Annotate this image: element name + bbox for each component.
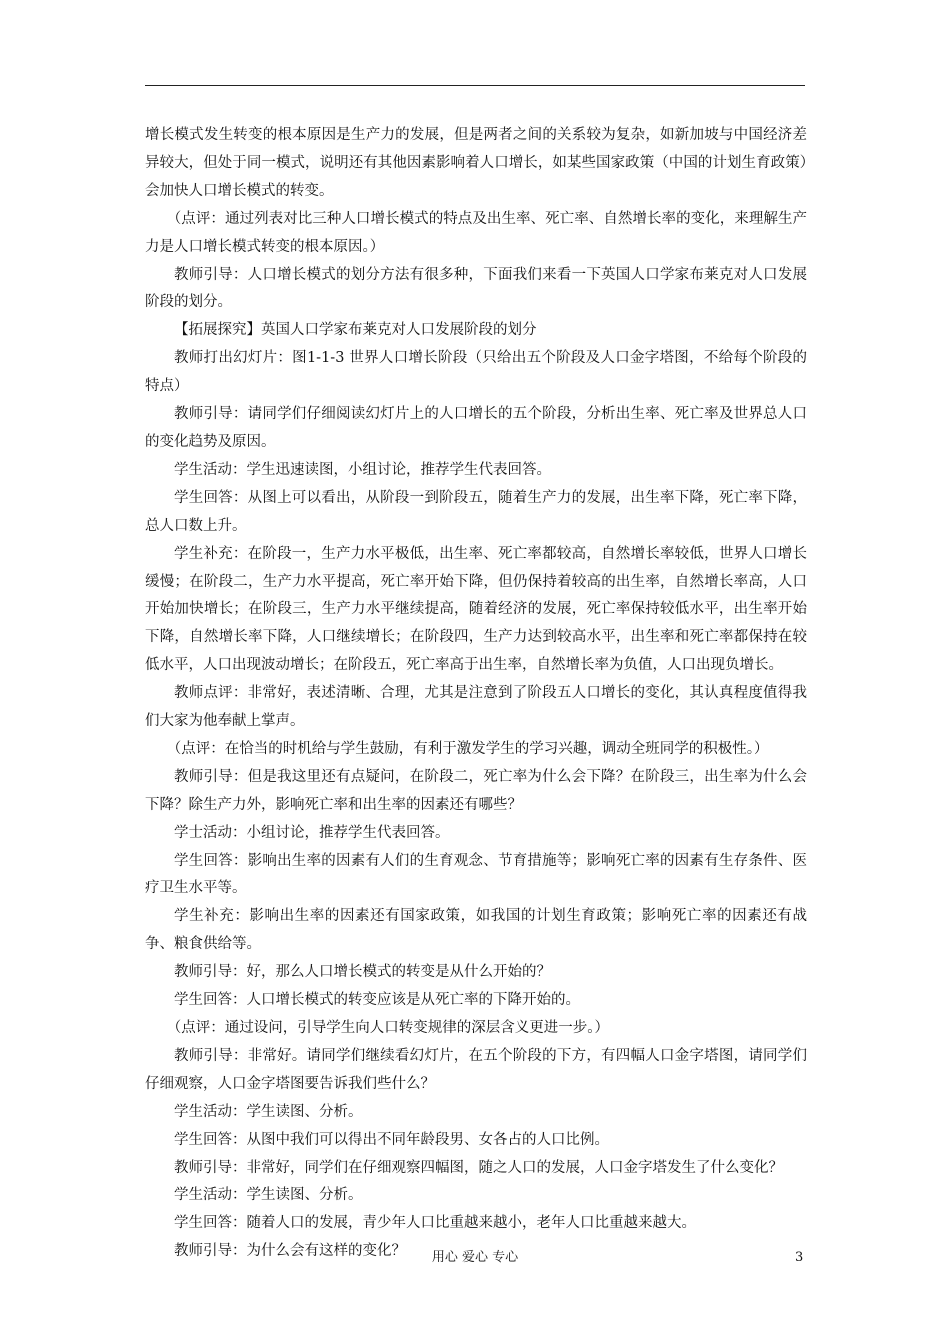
paragraph-comment: （点评：通过设问，引导学生向人口转变规律的深层含义更进一步。） xyxy=(166,1020,609,1036)
paragraph-section-heading: 【拓展探究】英国人口学家布莱克对人口发展阶段的划分 xyxy=(174,322,537,339)
page-number: 3 xyxy=(795,1250,804,1265)
paragraph-student-activity: 学士活动：小组讨论，推荐学生代表回答。 xyxy=(174,824,450,841)
paragraph-continuation: 增长模式发生转变的根本原因是生产力的发展，但是两者之间的关系较为复杂，如新加坡与中国经济差异较大，但处于同一模式，说明还有其他因素影响着人口增长，如某些国家政策（中国的计划生育政策）会加快人口增长模式的转变。 xyxy=(145,127,807,199)
paragraph-student-answer: 学生回答：随着人口的发展，青少年人口比重越来越小，老年人口比重越来越大。 xyxy=(174,1215,696,1232)
paragraph-student-activity: 学生活动：学生读图、分析。 xyxy=(174,1103,363,1120)
footer-motto: 用心 爱心 专心 xyxy=(431,1250,519,1265)
paragraph-teacher-guide: 教师引导：非常好。请同学们继续看幻灯片，在五个阶段的下方，有四幅人口金字塔图，请同学们仔细观察，人口金字塔图要告诉我们些什么？ xyxy=(145,1047,807,1092)
paragraph-comment: （点评：在恰当的时机给与学生鼓励，有利于激发学生的学习兴趣，调动全班同学的积极性。） xyxy=(166,740,769,757)
paragraph-student-answer: 学生回答：从图中我们可以得出不同年龄段男、女各占的人口比例。 xyxy=(174,1131,609,1148)
paragraph-teacher-guide: 教师引导：好，那么人口增长模式的转变是从什么开始的？ xyxy=(174,964,551,981)
paragraph-student-supplement: 学生补充：在阶段一，生产力水平极低，出生率、死亡率都较高，自然增长率较低，世界人口增长缓慢；在阶段二，生产力水平提高，死亡率开始下降，但仍保持着较高的出生率，自然增长率高，人口开始加快增长；在阶段三，生产力水平继续提高，随着经济的发展，死亡率保持较低水平，出生率开始下降，自然增长率下降，人口继续增长；在阶段四，生产力达到较高水平，出生率和死亡率都保持在较低水平，人口出现波动增长；在阶段五，死亡率高于出生率，自然增长率为负值，人口出现负增长。 xyxy=(145,545,807,674)
paragraph-teacher-guide: 教师引导：人口增长模式的划分方法有很多种，下面我们来看一下英国人口学家布莱克对人口发展阶段的划分。 xyxy=(145,266,807,311)
paragraph-student-answer: 学生回答：从图上可以看出，从阶段一到阶段五，随着生产力的发展，出生率下降，死亡率下降，总人口数上升。 xyxy=(145,489,807,534)
paragraph-student-supplement: 学生补充：影响出生率的因素还有国家政策，如我国的计划生育政策；影响死亡率的因素还有战争、粮食供给等。 xyxy=(145,908,807,953)
document-body xyxy=(145,122,807,1266)
paragraph-teacher-guide: 教师引导：非常好，同学们在仔细观察四幅图，随之人口的发展，人口金字塔发生了什么变化？ xyxy=(174,1159,783,1176)
paragraph-teacher-comment: 教师点评：非常好，表述清晰、合理，尤其是注意到了阶段五人口增长的变化，其认真程度值得我们大家为他奉献上掌声。 xyxy=(145,685,807,730)
paragraph-teacher-guide: 教师引导：请同学们仔细阅读幻灯片上的人口增长的五个阶段，分析出生率、死亡率及世界总人口的变化趋势及原因。 xyxy=(145,406,807,450)
paragraph-teacher-guide: 教师引导：但是我这里还有点疑问，在阶段二，死亡率为什么会下降？在阶段三，出生率为什么会下降？除生产力外，影响死亡率和出生率的因素还有哪些？ xyxy=(145,768,807,813)
paragraph-student-activity: 学生活动：学生迅速读图，小组讨论，推荐学生代表回答。 xyxy=(174,461,551,478)
paragraph-teacher-guide: 教师引导：为什么会有这样的变化？ xyxy=(174,1243,406,1260)
paragraph-student-answer: 学生回答：影响出生率的因素有人们的生育观念、节育措施等；影响死亡率的因素有生存条件、医疗卫生水平等。 xyxy=(145,852,807,897)
paragraph-student-activity: 学生活动：学生读图、分析。 xyxy=(174,1187,363,1204)
header-rule xyxy=(145,85,805,86)
paragraph-student-answer: 学生回答：人口增长模式的转变应该是从死亡率的下降开始的。 xyxy=(174,992,580,1009)
paragraph-teacher-slide: 教师打出幻灯片：图1-1-3 世界人口增长阶段（只给出五个阶段及人口金字塔图，不给每个阶段的特点） xyxy=(145,350,807,395)
paragraph-comment: （点评：通过列表对比三种人口增长模式的特点及出生率、死亡率、自然增长率的变化，来理解生产力是人口增长模式转变的根本原因。） xyxy=(145,210,807,255)
